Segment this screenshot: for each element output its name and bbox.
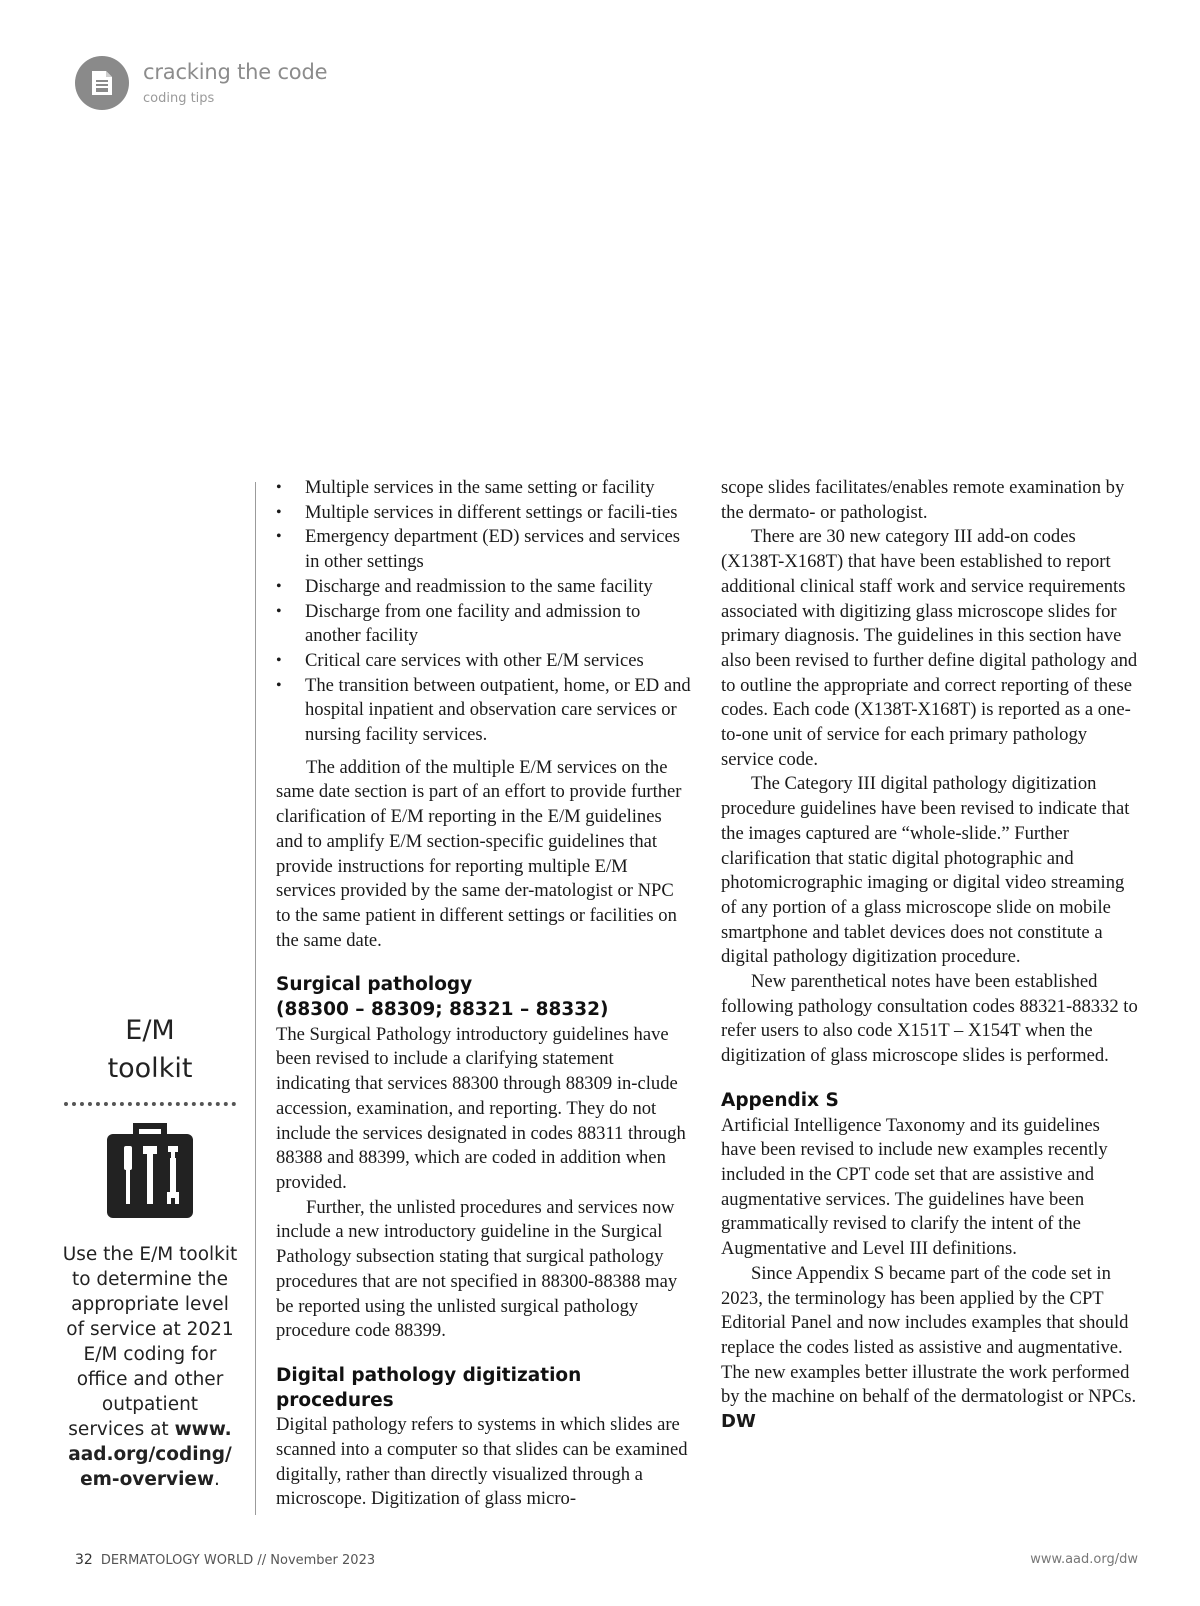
paragraph: Further, the unlisted procedures and services now include a new introductory guideline in the Surgical Pathology subsection stating that surgical pathology procedures that are not specified in 88300-88388 may be reported using the unlisted surgical pathology procedure code 88399. <box>276 1196 678 1342</box>
multiple-services-list <box>276 476 691 748</box>
em-toolkit-sidebar <box>62 1012 238 1492</box>
paragraph: The Category III digital pathology digitization procedure guidelines have been revised to indicate that the images captured are “whole-slide.” Further clarification that static digital photographic and photomicrographic imaging or digital video streaming of any portion of a glass microscope slide on mobile smartphone and tablet devices does not constitute a digital pathology digitization procedure. <box>721 773 1130 968</box>
section-header <box>75 56 475 116</box>
sidebar-body-text <box>62 1242 238 1492</box>
paragraph: Artificial Intelligence Taxonomy and its guidelines have been revised to include new examples recently included in the CPT code set that are assistive and augmentative services. The guidelines have been grammatically revised to clarify the intent of the Augmentative and Level III definitions. <box>721 1114 1108 1260</box>
footer-left <box>75 1552 375 1568</box>
list-item: • Critical care services with other E/M services <box>276 649 691 674</box>
section-title: cracking the code <box>143 60 328 84</box>
sidebar-title-line2: toolkit <box>107 1053 193 1084</box>
paragraph: Digital pathology refers to systems in which slides are scanned into a computer so that slides can be examined digitally, rather than directly visualized through a microscope. Digitization of glass micro- <box>276 1414 688 1510</box>
paragraph: New parenthetical notes have been established following pathology consultation codes 88321-88332 to refer users to also code X151T – X154T when the digitization of glass microscope slides is performed. <box>721 971 1138 1067</box>
document-icon <box>75 56 129 110</box>
heading-appendix-s: Appendix S <box>721 1089 839 1111</box>
sidebar-title-line1: E/M <box>125 1015 175 1046</box>
section-subtitle: coding tips <box>143 91 215 106</box>
toolkit-link[interactable]: www. aad.org/coding/ em-overview <box>68 1419 232 1490</box>
sidebar-text: Use the E/M toolkit to determine the appropriate level of service at 2021 E/M coding for office and other outpatient services at <box>62 1244 238 1440</box>
list-item: • Discharge and readmission to the same facility <box>276 575 691 600</box>
page-number: 32 <box>75 1552 93 1568</box>
sidebar-title <box>62 1012 238 1088</box>
list-item: • Discharge from one facility and admission to another facility <box>276 600 691 649</box>
heading-digital-pathology: Digital pathology digitization procedures <box>276 1364 582 1411</box>
end-mark: DW <box>721 1411 756 1433</box>
list-item: • Multiple services in the same setting or facility <box>276 476 691 501</box>
paragraph: There are 30 new category III add-on codes (X138T-X168T) that have been established to report additional clinical staff work and service requirements associated with digitizing glass microscope slides for primary diagnosis. The guidelines in this section have also been revised to further define digital pathology and to outline the appropriate and correct reporting of these codes. Each code (X138T-X168T) is reported as a one-to-one unit of service for each primary pathology service code. <box>721 526 1138 770</box>
article-column-2 <box>721 476 1139 1435</box>
list-item: • Emergency department (ED) services and services in other settings <box>276 525 691 574</box>
paragraph: scope slides facilitates/enables remote examination by the dermato- or pathologist. <box>721 477 1125 523</box>
column-divider <box>255 482 256 1515</box>
heading-line: Surgical pathology <box>276 974 473 996</box>
paragraph-final <box>721 1262 1139 1435</box>
paragraph: The Surgical Pathology introductory guidelines have been revised to include a clarifying statement indicating that services 88300 through 88309 in-clude accession, examination, and reporting. They do not include the services designated in codes 88311 through 88388 and 88399, which are coded in addition when provided. <box>276 1023 686 1193</box>
list-item: • Multiple services in different settings or facili-ties <box>276 501 691 526</box>
heading-line: (88300 – 88309; 88321 – 88332) <box>276 999 609 1021</box>
paragraph-text: Since Appendix S became part of the code set in 2023, the terminology has been applied by the CPT Editorial Panel and now includes examples that should replace the codes listed as assistive and augmentative. The new examples better illustrate the work performed by the machine on behalf of the dermatologist or NPCs. <box>721 1262 1137 1408</box>
dotted-divider <box>64 1102 236 1106</box>
heading-surgical-pathology <box>276 973 691 1022</box>
paragraph: The addition of the multiple E/M services on the same date section is part of an effort to provide further clarification of E/M reporting in the E/M guidelines and to amplify E/M section-specific guidelines that provide instructions for reporting multiple E/M services provided by the same der-matologist or NPC to the same patient in different settings or facilities on the same date. <box>276 756 682 951</box>
footer-url[interactable]: www.aad.org/dw <box>1030 1552 1138 1567</box>
list-item: • The transition between outpatient, home, or ED and hospital inpatient and observation care services or nursing facility services. <box>276 674 691 748</box>
publication-name: DERMATOLOGY WORLD // November 2023 <box>100 1553 376 1568</box>
article-column-1 <box>276 476 691 1512</box>
sidebar-link-suffix: . <box>214 1469 220 1490</box>
toolbox-icon <box>105 1122 195 1222</box>
